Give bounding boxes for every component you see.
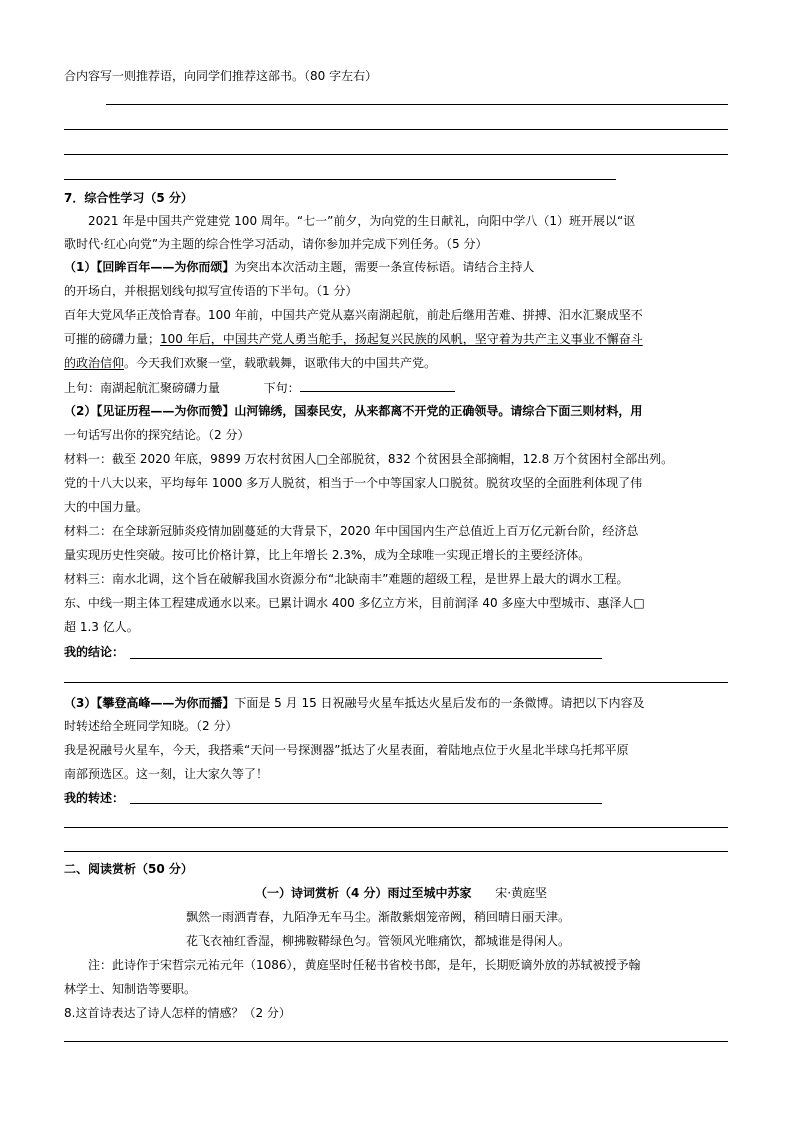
sub1-line (64, 259, 534, 275)
answer-line[interactable] (106, 104, 728, 105)
answer-line[interactable] (64, 827, 728, 828)
poem-section-label: （一）诗词赏析（4 分） (255, 886, 388, 900)
conclusion-label: 我的结论： (64, 645, 125, 659)
underlined-sentence: 的政治信仰 (64, 356, 125, 370)
material-line: 大的中国力量。 (64, 500, 149, 514)
couplet-line (64, 379, 455, 396)
upper-line: 上句：南湖起航汇聚磅礴力量 (64, 381, 221, 395)
material-line: 材料一：截至 2020 年底，9899 万农村贫困人□全部脱贫，832 个贫困县全部摘帽，12.8 万个贫困村全部出列。 (64, 452, 674, 466)
sub2-text-rest: 一句话写出你的探究结论。（2 分） (64, 428, 250, 442)
sub2-title: （2）【见证历程——为你而赞】 (64, 404, 235, 418)
q7-intro-line: 歌时代·红心向党”为主题的综合性学习活动，请你参加并完成下列任务。（5 分） (64, 237, 488, 251)
material-line: 超 1.3 亿人。 (64, 620, 139, 634)
sub3-line (64, 695, 645, 711)
sub1-title: （1）【回眸百年——为你而颂】 (64, 260, 235, 274)
sub2-line (64, 403, 642, 419)
poem-note-line: 注：此诗作于宋哲宗元祐元年（1086），黄庭坚时任秘书省校书郎，是年，长期贬谪外放的苏轼被授予翰 (88, 958, 641, 972)
underlined-sentence: 100 年后，中国共产党人勇当舵手，扬起复兴民族的风帆，坚守着为共产主义事业不懈奋斗 (160, 332, 643, 346)
poem-author: 宋·黄庭坚 (495, 886, 548, 900)
q7-heading: 7．综合性学习（5 分） (64, 191, 193, 205)
answer-line[interactable] (64, 682, 728, 683)
sub1-material-text: 可摧的磅礴力量； (64, 332, 161, 346)
weibo-line: 我是祝融号火星车，今天，我搭乘“天问一号探测器”抵达了火星表面，着陆地点位于火星北半球乌托邦平原 (64, 743, 629, 757)
weibo-line: 南部预选区。这一刻，让大家久等了！ (64, 767, 269, 781)
sub3-text: 下面是 5 月 15 日祝融号火星车抵达火星后发布的一条微博。请把以下内容及 (234, 696, 645, 710)
sub1-text: 为突出本次活动主题，需要一条宣传标语。请结合主持人 (234, 260, 535, 274)
poem-note-line: 林学士、知制诰等要职。 (64, 982, 197, 996)
material-line: 党的十八大以来，平均每年 1000 多万人脱贫，相当于一个中等国家人口脱贫。脱贫攻坚的全面胜利体现了伟 (64, 476, 643, 490)
sub3-text-rest: 时转述给全班同学知晓。（2 分） (64, 719, 238, 733)
material-line: 量实现历史性突破。按可比价格计算，比上年增长 2.3%，成为全球唯一实现正增长的主要经济体。 (64, 548, 591, 562)
lower-line-blank[interactable] (300, 379, 455, 392)
answer-line[interactable] (64, 129, 728, 130)
poem-header (255, 885, 547, 901)
relay-label: 我的转述： (64, 791, 125, 805)
answer-line[interactable] (64, 154, 728, 155)
q8-text: 8.这首诗表达了诗人怎样的情感？（2 分） (64, 1006, 291, 1020)
material-line: 材料三：南水北调，这个旨在破解我国水资源分布“北缺南丰”难题的超级工程，是世界上最大的调水工程。 (64, 572, 629, 586)
section2-heading: 二、阅读赏析（50 分） (64, 862, 193, 876)
answer-line[interactable] (64, 179, 616, 180)
sub2-text: 山河锦绣，国泰民安，从来都离不开党的正确领导。请综合下面三则材料，用 (234, 404, 643, 418)
poem-title: 雨过至城中苏家 (387, 886, 472, 900)
relay-answer-line[interactable] (130, 803, 602, 804)
sub3-title: （3）【攀登高峰——为你而播】 (64, 696, 235, 710)
sub1-material-line (64, 331, 643, 347)
poem-line: 花飞衣袖红香湿，柳拂鞍鞯绿色匀。管领风光唯痛饮，都城谁是得闲人。 (186, 934, 571, 948)
lower-line-label: 下句： (263, 381, 300, 395)
sub1-material-line (64, 355, 436, 371)
intro-line: 合内容写一则推荐语，向同学们推荐这部书。（80 字左右） (64, 69, 378, 83)
sub1-material-text: 。今天我们欢聚一堂，载歌载舞，讴歌伟大的中国共产党。 (124, 356, 437, 370)
answer-line[interactable] (64, 851, 728, 852)
conclusion-answer-line[interactable] (130, 658, 602, 659)
poem-line: 飘然一雨洒青春，九陌净无车马尘。渐散紫烟笼帝阙，稍回晴日丽天津。 (186, 910, 571, 924)
answer-line[interactable] (64, 1041, 728, 1042)
sub1-material-line: 百年大党风华正茂恰青春。100 年前，中国共产党从嘉兴南湖起航，前赴后继用苦难、拼搏、汨水汇聚成坚不 (64, 308, 643, 322)
material-line: 材料二：在全球新冠肺炎疫情加剧蔓延的大背景下，2020 年中国国内生产总值近上百万亿元新台阶，经济总 (64, 524, 639, 538)
material-line: 东、中线一期主体工程建成通水以来。已累计调水 400 多亿立方米，目前润泽 40 多座大中型城市、惠泽人□ (64, 596, 645, 610)
q7-intro-line: 2021 年是中国共产党建党 100 周年。“七一”前夕，为向党的生日献礼，向阳中学八（1）班开展以“讴 (88, 214, 636, 228)
sub1-text-rest: 的开场白，并根据划线句拟写宣传语的下半句。（1 分） (64, 284, 358, 298)
